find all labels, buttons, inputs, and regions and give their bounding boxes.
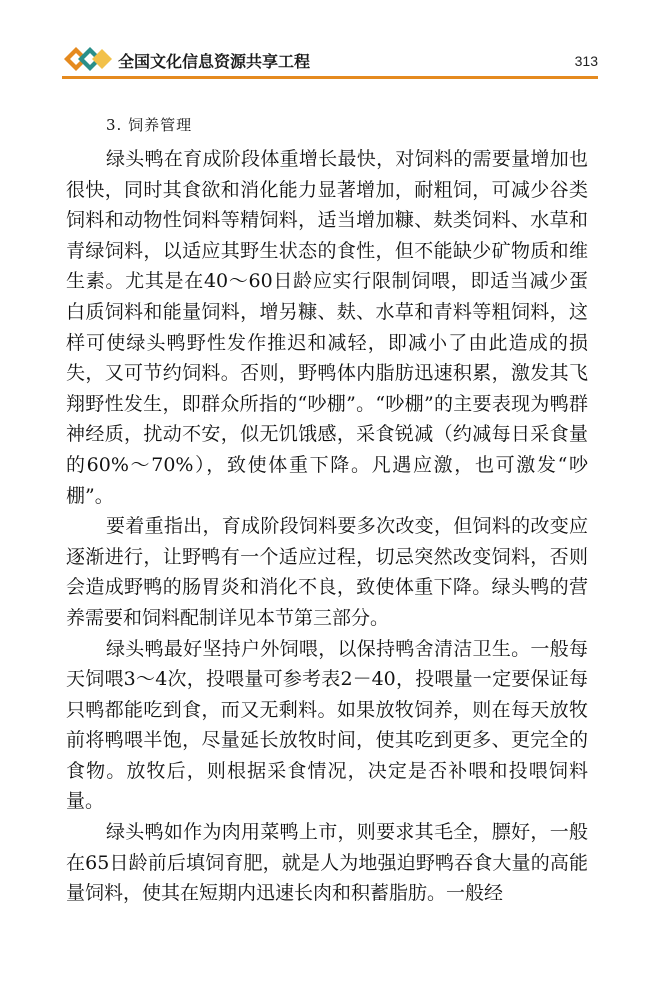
diamond-logo-icon (62, 42, 114, 76)
section-heading: 3. 饲养管理 (106, 116, 193, 134)
header-rule (62, 76, 598, 79)
paragraph-4: 绿头鸭如作为肉用菜鸭上市，则要求其毛全，膘好，一般在65日龄前后填饲育肥，就是人为地强迫野鸭吞食大量的高能量饲料，使其在短期内迅速长肉和积蓄脂肪。一般经 (66, 821, 588, 905)
paragraph-1: 绿头鸭在育成阶段体重增长最快，对饲料的需要量增加也很快，同时其食欲和消化能力显著增加，耐粗饲，可减少谷类饲料和动物性饲料等精饲料，适当增加糠、麸类饲料、水草和青绿饲料，以适应其野生状态的食性，但不能缺少矿物质和维生素。尤其是在40～60日龄应实行限制饲喂，即适当减少蛋白质饲料和能量饲料，增另糠、麸、水草和青料等粗饲料，这样可使绿头鸭野性发作推迟和减轻，即减小了由此造成的损失，又可节约饲料。否则，野鸭体内脂肪迅速积累，激发其飞翔野性发生，即群众所指的“吵棚”。“吵棚”的主要表现为鸭群神经质，扰动不安，似无饥饿感，采食锐减（约减每日采食量的60%～70%），致使体重下降。凡遇应激，也可激发“吵棚”。 (66, 148, 588, 507)
page-header (62, 38, 598, 80)
header-title: 全国文化信息资源共享工程 (118, 52, 311, 71)
page-number: 313 (574, 53, 598, 69)
paragraph-3: 绿头鸭最好坚持户外饲喂，以保持鸭舍清洁卫生。一般每天饲喂3～4次，投喂量可参考表2－40，投喂量一定要保证每只鸭都能吃到食，而又无剩料。如果放牧饲养，则在每天放牧前将鸭喂半饱，尽量延长放牧时间，使其吃到更多、更完全的食物。放牧后，则根据采食情况，决定是否补喂和投喂饲料量。 (66, 637, 588, 813)
page-content (66, 112, 588, 909)
paragraph-2: 要着重指出，育成阶段饲料要多次改变，但饲料的改变应逐渐进行，让野鸭有一个适应过程，切忌突然改变饲料，否则会造成野鸭的肠胃炎和消化不良，致使体重下降。绿头鸭的营养需要和饲料配制详见本节第三部分。 (66, 515, 588, 629)
